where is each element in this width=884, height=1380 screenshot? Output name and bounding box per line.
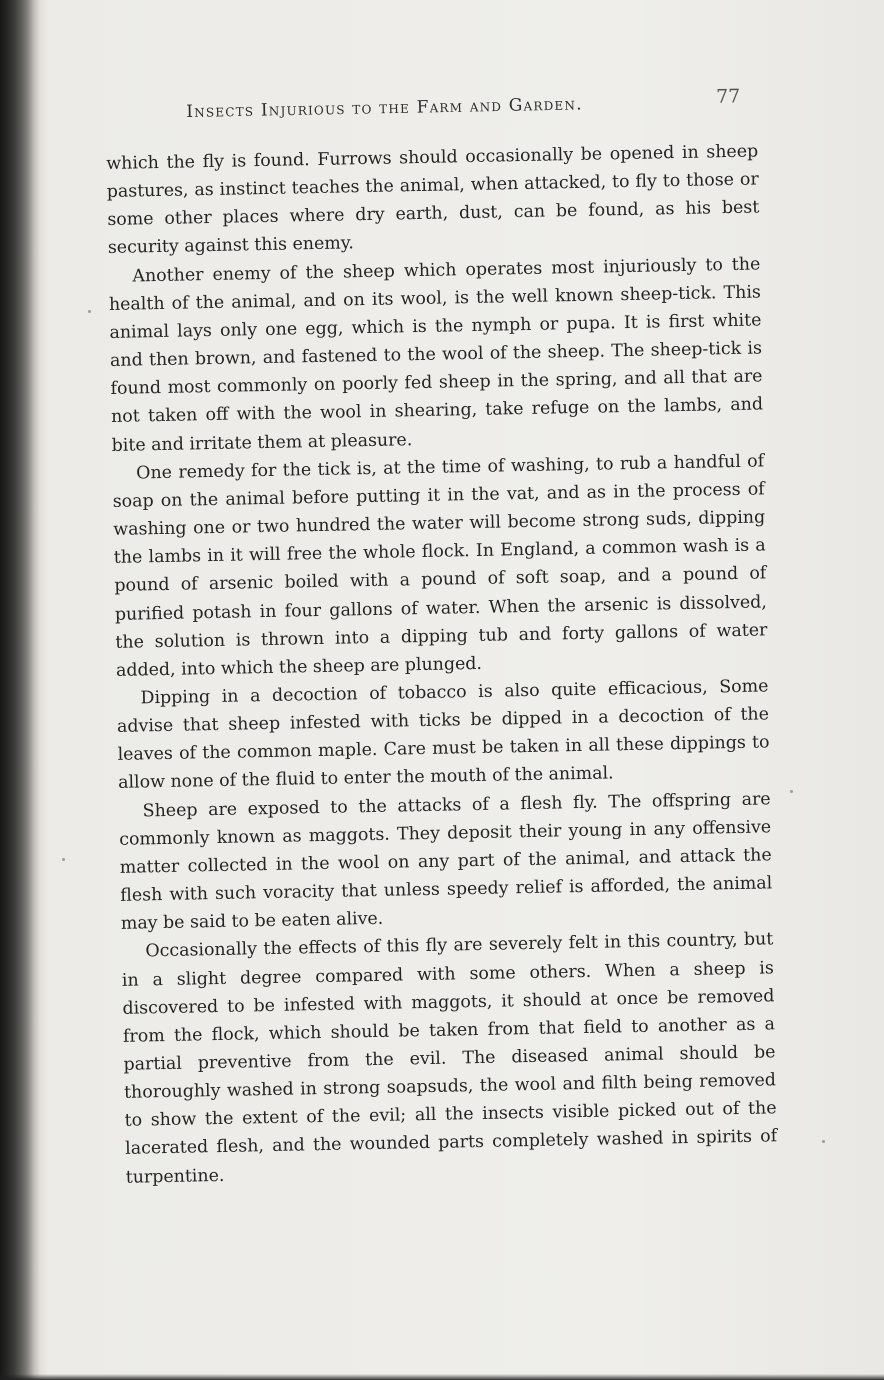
paragraph-2: Another enemy of the sheep which operates most injuriously to the health of the animal, and on its wool, is the well known sheep-tick. This animal lays only one egg, which is the nymph or pupa. It is first white and then brown, and fastened to the wool of the sheep. The sheep-tick is found most commonly on poorly fed sheep in the spring, and all that are not taken off with the wool in shearing, take refuge on the lambs, and bite and irritate them at pleasure. bbox=[108, 254, 764, 456]
paragraph-4: Dipping in a decoction of tobacco is also quite efficacious, Some advise that sheep infested with ticks be dipped in a decoction of the leaves of the common maple. Care must be taken in all these dippings to allow none of the fluid to enter the mouth of the animal. bbox=[116, 676, 770, 794]
page-number: 77 bbox=[715, 85, 741, 108]
page-header bbox=[186, 87, 746, 128]
paragraph-3: One remedy for the tick is, at the time of washing, to rub a handful of soap on the animal before putting it in the vat, and as in the process of washing one or two hundred the water will become strong suds, dipping the lambs in it will free the whole flock. In England, a common wash is a pound of arsenic boiled with a pound of soft soap, and a pound of purified potash in four gallons of water. When the arsenic is dissolved, the solution is thrown into a dipping tub and forty gallons of water added, into which the sheep are plunged. bbox=[112, 451, 768, 681]
running-head: Insects Injurious to the Farm and Garden. bbox=[186, 94, 583, 122]
paper-speck bbox=[88, 310, 91, 313]
paper-speck bbox=[822, 1140, 825, 1143]
paragraph-1: which the fly is found. Furrows should occasionally be opened in sheep pastures, as instinct teaches the animal, when attacked, to fly to those or some other places where dry earth, dust, can be found, as his best security against this enemy. bbox=[106, 141, 760, 259]
paper-speck bbox=[62, 858, 65, 861]
page-bottom-edge bbox=[0, 1374, 884, 1380]
paragraph-5: Sheep are exposed to the attacks of a flesh fly. The offspring are commonly known as maggots. They deposit their young in any offensive matter collected in the wool on any part of the animal, and attack the flesh with such voracity that unless speedy relief is afforded, the animal may be said to be eaten alive. bbox=[119, 788, 773, 935]
paragraph-6: Occasionally the effects of this fly are severely felt in this country, but in a slight degree compared with some others. When a sheep is discovered to be infested with maggots, it should at once be removed from the flock, which should be taken from that field to another as a partial preventive from the evil. The diseased animal should be thoroughly washed in strong soapsuds, the wool and filth being removed to show the extent of the evil; all the insects visible picked out of the lacerated flesh, and the wounded parts completely washed in spirits of turpentine. bbox=[121, 929, 778, 1188]
binding-gutter-shadow bbox=[0, 0, 40, 1380]
paper-speck bbox=[790, 790, 793, 793]
body-text bbox=[106, 137, 780, 1289]
